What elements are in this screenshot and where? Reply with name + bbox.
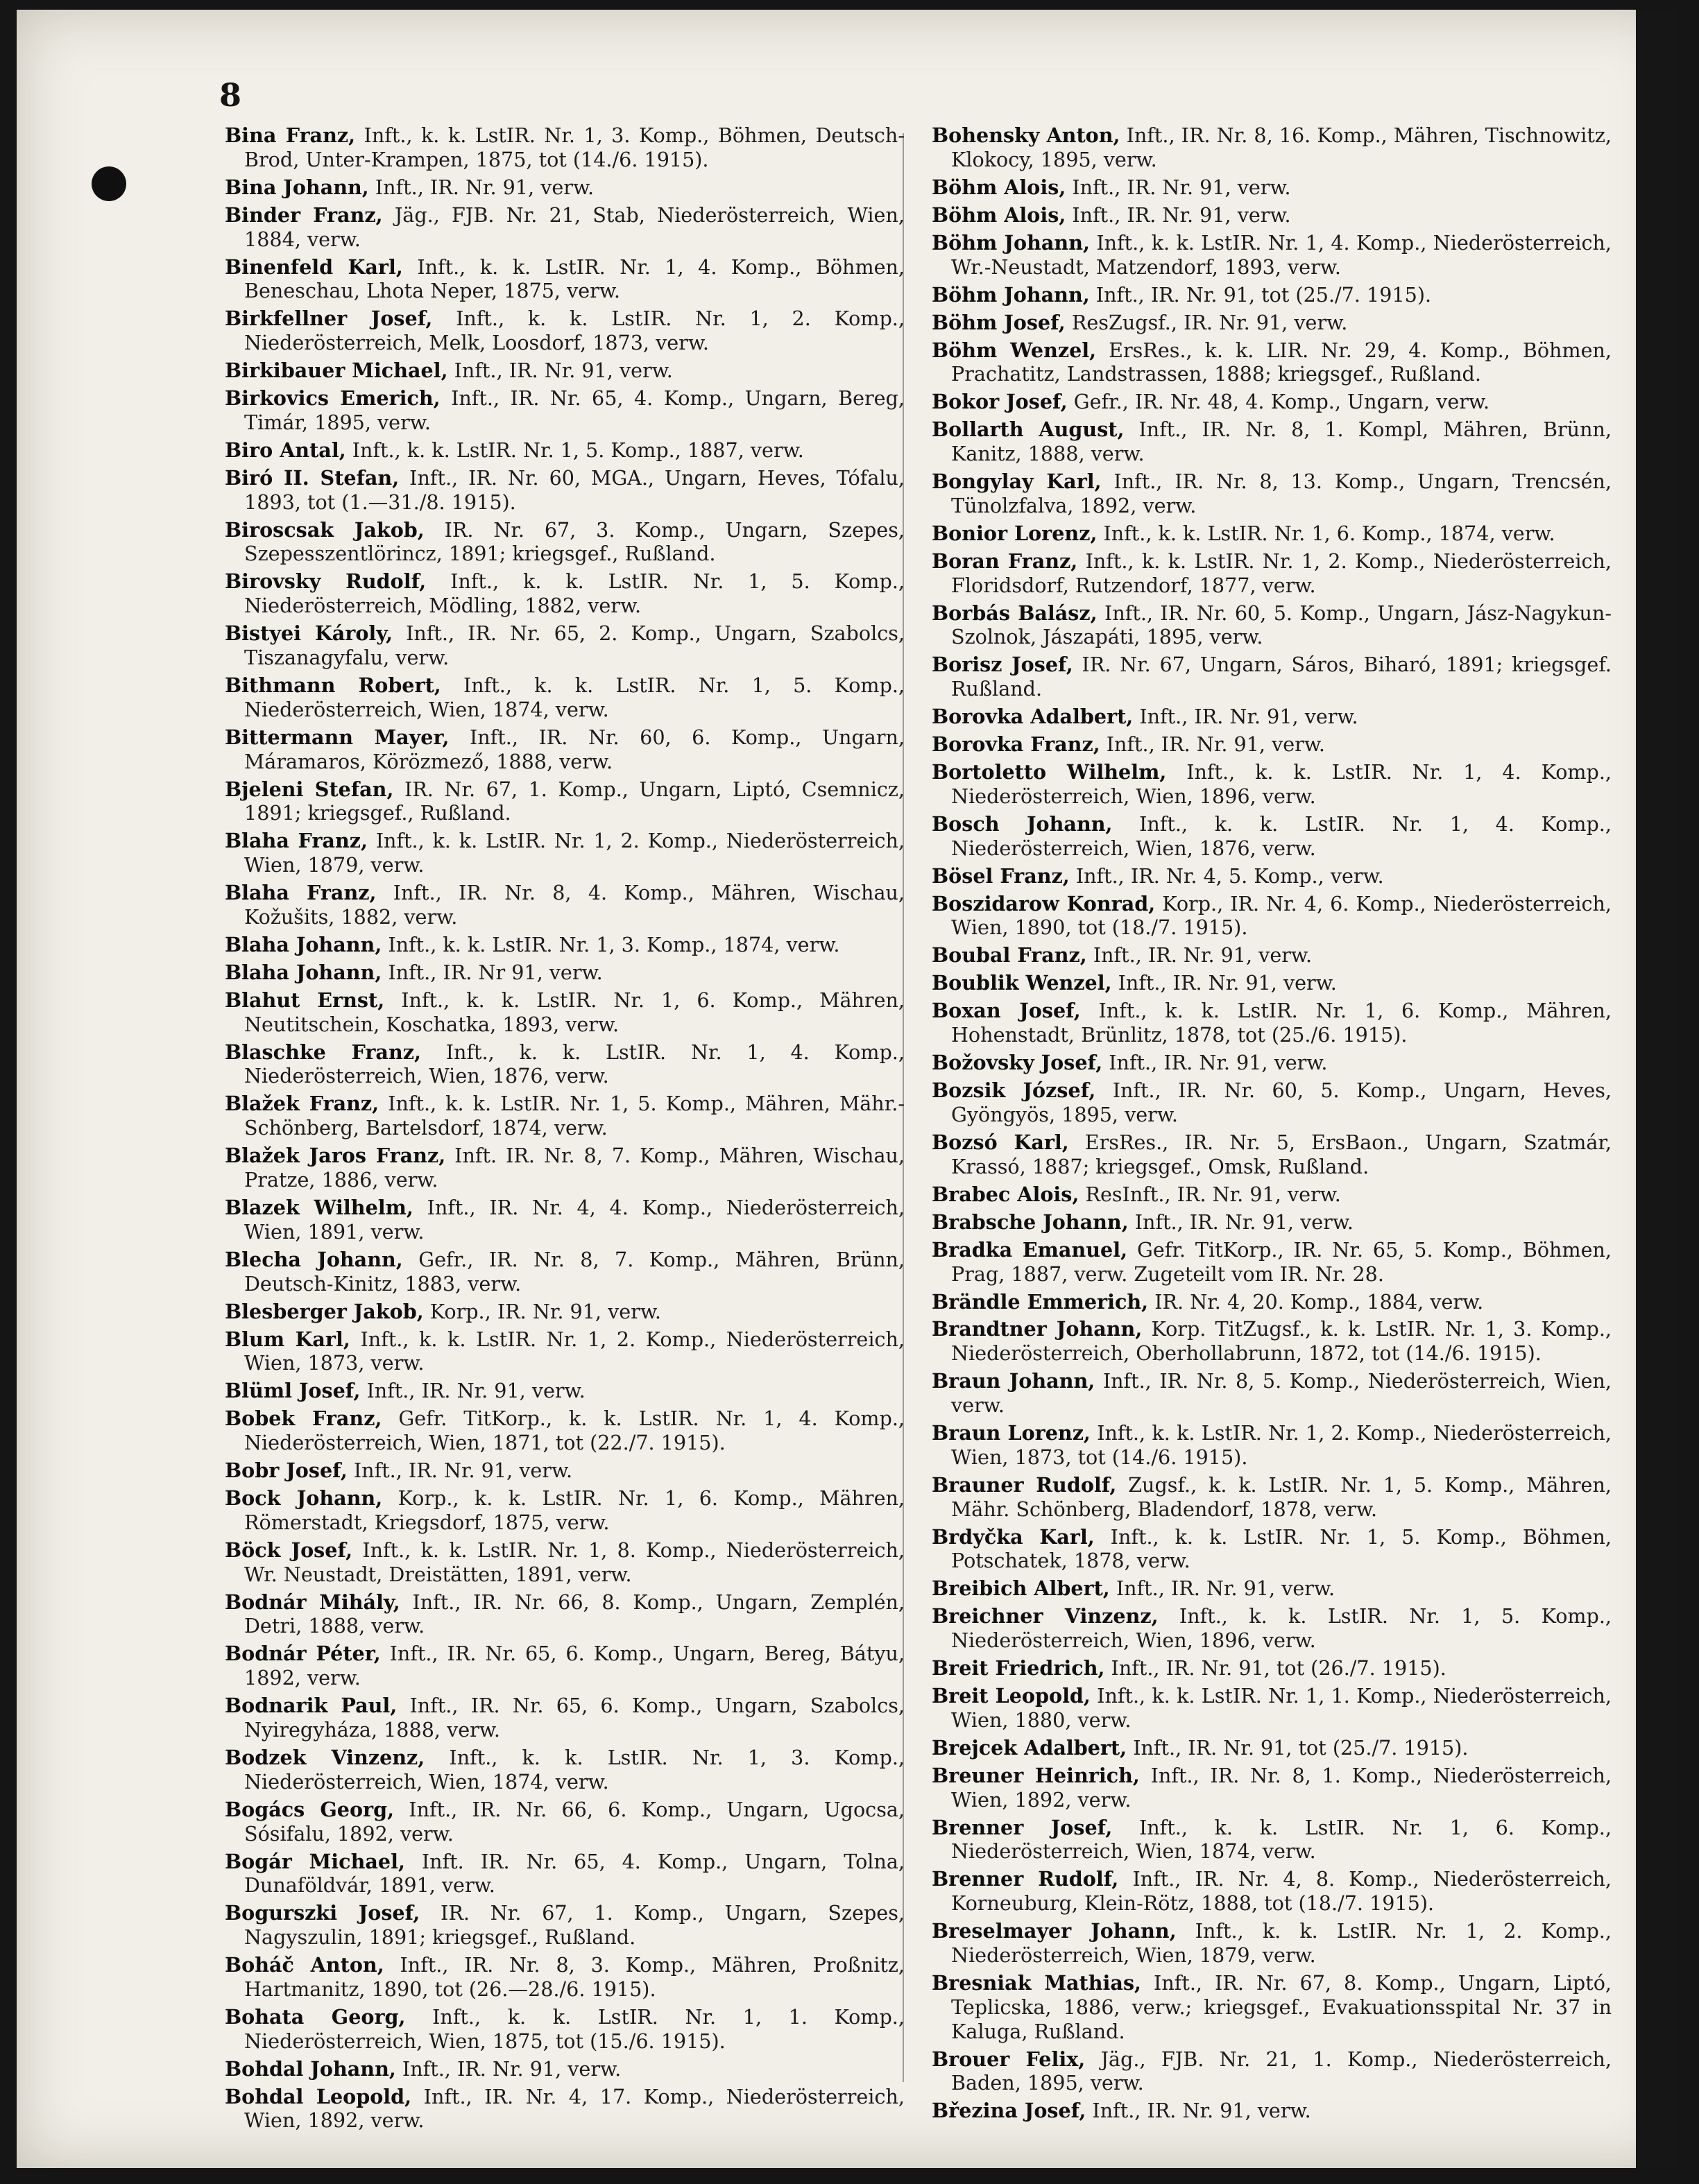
entry-name: Binder Franz, bbox=[225, 203, 383, 227]
entry-details: Inft., IR. Nr. 91, verw. bbox=[402, 2056, 622, 2081]
register-entry bbox=[932, 338, 1612, 387]
entry-name: Braun Lorenz, bbox=[932, 1421, 1091, 1445]
entry-name: Bina Franz, bbox=[225, 123, 356, 147]
entry-details: Gefr., IR. Nr. 8, 7. Komp., Mähren, Brünn, Deutsch-Kinitz, 1883, verw. bbox=[244, 1247, 905, 1296]
register-entry bbox=[225, 255, 905, 304]
entry-name: Bittermann Mayer, bbox=[225, 725, 450, 749]
entry-details: Inft., IR. Nr. 8, 5. Komp., Niederösterreich, Wien, verw. bbox=[951, 1369, 1612, 1418]
register-entry bbox=[225, 175, 905, 200]
entry-name: Blaha Johann, bbox=[225, 932, 382, 956]
register-entry bbox=[932, 943, 1612, 968]
register-entry bbox=[932, 311, 1612, 335]
entry-details: Inft., IR. Nr. 4, 4. Komp., Niederösterreich, Wien, 1891, verw. bbox=[244, 1195, 905, 1244]
entry-name: Bjeleni Stefan, bbox=[225, 777, 394, 801]
entry-name: Biroscsak Jakob, bbox=[225, 517, 425, 542]
entry-name: Borovka Adalbert, bbox=[932, 705, 1134, 729]
entry-details: Jäg., FJB. Nr. 21, Stab, Niederösterreich, Wien, 1884, verw. bbox=[244, 203, 905, 251]
register-entry bbox=[225, 466, 905, 515]
entry-details: Inft., IR. Nr. 4, 8. Komp., Niederösterreich, Korneuburg, Klein-Rötz, 1888, tot (18./7. 1915). bbox=[951, 1867, 1612, 1916]
entry-details: IR. Nr. 67, 3. Komp., Ungarn, Szepes, Szepesszentlörincz, 1891; kriegsgef., Rußland. bbox=[244, 517, 905, 566]
entry-details: Inft., k. k. LstIR. Nr. 1, 5. Komp., 1887, verw. bbox=[352, 438, 804, 462]
register-entry bbox=[225, 438, 905, 463]
register-entry bbox=[932, 1867, 1612, 1916]
entry-details: Inft., IR. Nr. 91, verw. bbox=[454, 359, 673, 383]
entry-name: Brdyčka Karl, bbox=[932, 1524, 1095, 1549]
entry-details: Inft., k. k. LstIR. Nr. 1, 4. Komp., Niederösterreich, Wr.-Neustadt, Matzendorf, 1893, verw. bbox=[951, 230, 1612, 279]
entry-details: Inft., k. k. LstIR. Nr. 1, 1. Komp., Niederösterreich, Wien, 1880, verw. bbox=[951, 1684, 1612, 1732]
entry-details: ErsRes., k. k. LIR. Nr. 29, 4. Komp., Böhmen, Prachatitz, Landstrassen, 1888; kriegsgef., Rußland. bbox=[951, 338, 1612, 386]
entry-details: IR. Nr. 67, Ungarn, Sáros, Biharó, 1891; kriegsgef. Rußland. bbox=[951, 653, 1612, 701]
register-entry bbox=[932, 1290, 1612, 1314]
register-entry bbox=[932, 1764, 1612, 1812]
register-entry bbox=[225, 1850, 905, 1898]
entry-details: Gefr., IR. Nr. 48, 4. Komp., Ungarn, verw. bbox=[1073, 390, 1490, 414]
entry-details: Inft., IR. Nr. 66, 6. Komp., Ungarn, Ugocsa, Sósifalu, 1892, verw. bbox=[244, 1797, 905, 1846]
document-page bbox=[17, 10, 1676, 2168]
entry-name: Bodnarik Paul, bbox=[225, 1694, 398, 1718]
register-entry bbox=[932, 601, 1612, 650]
entry-details: Inft., k. k. LstIR. Nr. 1, 2. Komp., Niederösterreich, Wien, 1873, verw. bbox=[244, 1327, 905, 1375]
register-entry bbox=[932, 864, 1612, 888]
entry-details: Inft., IR. Nr. 65, 2. Komp., Ungarn, Szabolcs, Tiszanagyfalu, verw. bbox=[244, 621, 905, 669]
entry-details: Inft., IR. Nr. 91, verw. bbox=[1072, 203, 1291, 227]
register-entry bbox=[932, 1183, 1612, 1207]
register-entry bbox=[932, 522, 1612, 546]
register-entry bbox=[225, 961, 905, 985]
entry-name: Brejcek Adalbert, bbox=[932, 1735, 1127, 1760]
entry-details: Inft., IR. Nr. 91, verw. bbox=[1106, 732, 1326, 757]
entry-name: Bradka Emanuel, bbox=[932, 1237, 1128, 1262]
register-entry bbox=[932, 971, 1612, 995]
entry-name: Böhm Alois, bbox=[932, 203, 1066, 227]
entry-name: Blaha Franz, bbox=[225, 881, 377, 905]
register-entry bbox=[225, 1196, 905, 1244]
register-entry bbox=[932, 2047, 1612, 2096]
entry-name: Blaha Franz, bbox=[225, 829, 368, 853]
register-entry bbox=[225, 881, 905, 929]
register-entry bbox=[225, 518, 905, 567]
entry-details: Inft., k. k. LstIR. Nr. 1, 2. Komp., Niederösterreich, Wien, 1879, verw. bbox=[244, 829, 905, 877]
entry-details: Inft., k. k. LstIR. Nr. 1, 6. Komp., Mähren, Neutitschein, Koschatka, 1893, verw. bbox=[244, 988, 905, 1036]
entry-name: Bonior Lorenz, bbox=[932, 521, 1098, 545]
entry-details: Inft., IR. Nr. 8, 13. Komp., Ungarn, Trencsén, Tünolzfalva, 1892, verw. bbox=[951, 470, 1612, 517]
entry-details: Inft., k. k. LstIR. Nr. 1, 3. Komp., Böhmen, Deutsch-Brod, Unter-Krampen, 1875, tot (14./6. 1915). bbox=[244, 123, 905, 171]
entry-name: Biro Antal, bbox=[225, 438, 346, 462]
register-entry bbox=[932, 2099, 1612, 2123]
entry-details: Inft., IR. Nr. 8, 1. Kompl, Mähren, Brünn, Kanitz, 1888, verw. bbox=[951, 418, 1612, 466]
register-entry bbox=[932, 1051, 1612, 1075]
register-entry bbox=[932, 390, 1612, 414]
entry-details: Inft., IR. Nr. 8, 16. Komp., Mähren, Tischnowitz, Klokocy, 1895, verw. bbox=[951, 123, 1612, 171]
register-entry bbox=[225, 1538, 905, 1587]
entry-details: Inft., IR. Nr. 4, 17. Komp., Niederösterreich, Wien, 1892, verw. bbox=[244, 2084, 905, 2133]
entry-name: Birkfellner Josef, bbox=[225, 307, 433, 331]
entry-details: IR. Nr. 67, 1. Komp., Ungarn, Liptó, Csemnicz, 1891; kriegsgef., Rußland. bbox=[244, 777, 905, 825]
entry-details: Inft., IR. Nr. 60, 5. Komp., Ungarn, Heves, Gyöngyös, 1895, verw. bbox=[951, 1078, 1612, 1126]
register-entry bbox=[225, 2057, 905, 2081]
entry-name: Brenner Rudolf, bbox=[932, 1867, 1119, 1891]
register-entry bbox=[225, 1953, 905, 2002]
register-entry bbox=[225, 829, 905, 877]
register-entry bbox=[225, 2085, 905, 2133]
entry-details: Inft., IR. Nr. 91, tot (26./7. 1915). bbox=[1111, 1656, 1446, 1680]
entry-name: Blüml Josef, bbox=[225, 1379, 361, 1403]
entry-name: Breibich Albert, bbox=[932, 1576, 1110, 1601]
register-entry bbox=[225, 673, 905, 722]
entry-details: Inft., k. k. LstIR. Nr. 1, 4. Komp., Niederösterreich, Wien, 1876, verw. bbox=[244, 1040, 905, 1088]
entry-details: Inft., IR. Nr. 91, verw. bbox=[1118, 971, 1337, 995]
entry-details: Inft., IR. Nr. 91, verw. bbox=[366, 1379, 586, 1403]
entry-details: Korp., IR. Nr. 91, verw. bbox=[429, 1299, 662, 1323]
right-column bbox=[932, 123, 1612, 2126]
entry-name: Bortoletto Wilhelm, bbox=[932, 760, 1167, 784]
entry-details: ErsRes., IR. Nr. 5, ErsBaon., Ungarn, Szatmár, Krassó, 1887; kriegsgef., Omsk, Rußland. bbox=[951, 1130, 1612, 1178]
register-entry bbox=[932, 1473, 1612, 1522]
entry-name: Bozsik József, bbox=[932, 1078, 1096, 1103]
entry-name: Bogács Georg, bbox=[225, 1797, 395, 1821]
entry-details: Inft., k. k. LstIR. Nr. 1, 2. Komp., Niederösterreich, Melk, Loosdorf, 1873, verw. bbox=[244, 307, 905, 355]
entry-name: Bohdal Johann, bbox=[225, 2056, 396, 2081]
entry-name: Bollarth August, bbox=[932, 418, 1125, 442]
entry-name: Bithmann Robert, bbox=[225, 673, 441, 697]
register-entry bbox=[932, 1816, 1612, 1864]
entry-details: ResZugsf., IR. Nr. 91, verw. bbox=[1071, 310, 1348, 334]
entry-details: Inft., k. k. LstIR. Nr. 1, 6. Komp., Niederösterreich, Wien, 1874, verw. bbox=[951, 1815, 1612, 1864]
entry-details: Inft., IR. Nr. 91, verw. bbox=[1072, 175, 1291, 199]
entry-details: Inft., k. k. LstIR. Nr. 1, 6. Komp., 1874, verw. bbox=[1103, 521, 1555, 545]
entry-name: Brabec Alois, bbox=[932, 1182, 1079, 1206]
entry-details: Korp., k. k. LstIR. Nr. 1, 6. Komp., Mähren, Römerstadt, Kriegsdorf, 1875, verw. bbox=[244, 1486, 905, 1534]
entry-details: Inft. IR. Nr. 8, 7. Komp., Mähren, Wischau, Pratze, 1886, verw. bbox=[244, 1144, 905, 1192]
entry-details: Zugsf., k. k. LstIR. Nr. 1, 5. Komp., Mähren, Mähr. Schönberg, Bladendorf, 1878, verw. bbox=[951, 1472, 1612, 1521]
entry-name: Böhm Johann, bbox=[932, 282, 1090, 307]
page-number: 8 bbox=[219, 76, 242, 114]
scan-edge bbox=[1636, 10, 1676, 2168]
entry-name: Birkovics Emerich, bbox=[225, 386, 441, 411]
entry-name: Božovsky Josef, bbox=[932, 1051, 1103, 1075]
register-entry bbox=[932, 760, 1612, 809]
entry-name: Bozsó Karl, bbox=[932, 1130, 1069, 1154]
register-entry bbox=[225, 569, 905, 618]
register-entry bbox=[225, 2005, 905, 2054]
entry-name: Borisz Josef, bbox=[932, 653, 1073, 677]
entry-name: Breichner Vinzenz, bbox=[932, 1604, 1159, 1628]
entry-name: Böhm Alois, bbox=[932, 175, 1066, 199]
entry-details: Inft., IR. Nr. 91, tot (25./7. 1915). bbox=[1095, 282, 1432, 307]
register-entry bbox=[225, 307, 905, 355]
register-entry bbox=[225, 988, 905, 1037]
entry-details: Inft., IR. Nr 91, verw. bbox=[388, 960, 603, 984]
entry-details: Inft., IR. Nr. 91, verw. bbox=[1092, 2099, 1311, 2123]
entry-name: Bosch Johann, bbox=[932, 811, 1113, 836]
register-entry bbox=[932, 549, 1612, 598]
entry-details: Inft., k. k. LstIR. Nr. 1, 1. Komp., Niederösterreich, Wien, 1875, tot (15./6. 1915). bbox=[244, 2004, 905, 2053]
entry-name: Blaha Johann, bbox=[225, 960, 382, 984]
entry-name: Blecha Johann, bbox=[225, 1247, 403, 1271]
register-entry bbox=[932, 1684, 1612, 1732]
entry-name: Breit Leopold, bbox=[932, 1684, 1091, 1708]
entry-name: Bobek Franz, bbox=[225, 1407, 382, 1431]
register-entry bbox=[932, 418, 1612, 466]
register-entry bbox=[932, 1130, 1612, 1179]
entry-name: Brabsche Johann, bbox=[932, 1210, 1129, 1234]
entry-details: Inft., IR. Nr. 60, 5. Komp., Ungarn, Jász-Nagykun-Szolnok, Jászapáti, 1895, verw. bbox=[951, 601, 1612, 649]
register-entry bbox=[225, 1092, 905, 1140]
register-entry bbox=[225, 933, 905, 957]
entry-details: Inft., IR. Nr. 65, 6. Komp., Ungarn, Szabolcs, Nyiregyháza, 1888, verw. bbox=[244, 1694, 905, 1742]
entry-name: Birkibauer Michael, bbox=[225, 359, 448, 383]
entry-details: IR. Nr. 4, 20. Komp., 1884, verw. bbox=[1154, 1289, 1484, 1314]
register-entry bbox=[225, 1642, 905, 1690]
register-entry bbox=[932, 1604, 1612, 1653]
entry-name: Bodnár Mihály, bbox=[225, 1590, 400, 1614]
entry-details: Inft., IR. Nr. 91, verw. bbox=[1116, 1576, 1335, 1601]
entry-details: Inft., IR. Nr. 91, verw. bbox=[1109, 1051, 1328, 1075]
register-entry bbox=[225, 123, 905, 172]
entry-details: Inft., k. k. LstIR. Nr. 1, 6. Komp., Mähren, Hohenstadt, Brünlitz, 1878, tot (25./6. 1915). bbox=[951, 999, 1612, 1047]
register-entry bbox=[225, 1459, 905, 1483]
register-entry bbox=[932, 1317, 1612, 1366]
entry-name: Bogár Michael, bbox=[225, 1849, 405, 1873]
entry-name: Brändle Emmerich, bbox=[932, 1289, 1149, 1314]
entry-details: IR. Nr. 67, 1. Komp., Ungarn, Szepes, Nagyszulin, 1891; kriegsgef., Rußland. bbox=[244, 1901, 905, 1950]
entry-details: Inft., IR. Nr. 65, 6. Komp., Ungarn, Bereg, Bátyu, 1892, verw. bbox=[244, 1642, 905, 1690]
register-entry bbox=[932, 812, 1612, 861]
register-entry bbox=[225, 1144, 905, 1192]
entry-name: Březina Josef, bbox=[932, 2099, 1086, 2123]
entry-name: Brenner Josef, bbox=[932, 1815, 1113, 1839]
entry-name: Boháč Anton, bbox=[225, 1953, 384, 1977]
register-entry bbox=[932, 231, 1612, 280]
entry-details: Inft., k. k. LstIR. Nr. 1, 8. Komp., Niederösterreich, Wr. Neustadt, Dreistätten, 1891, verw. bbox=[244, 1538, 905, 1586]
register-entry bbox=[932, 732, 1612, 757]
entry-details: Inft. IR. Nr. 65, 4. Komp., Ungarn, Tolna, Dunaföldvár, 1891, verw. bbox=[244, 1849, 905, 1898]
entry-name: Brauner Rudolf, bbox=[932, 1472, 1117, 1497]
register-entry bbox=[932, 283, 1612, 307]
register-entry bbox=[225, 203, 905, 252]
entry-details: Inft., IR. Nr. 91, verw. bbox=[1139, 705, 1358, 729]
entry-details: Korp., IR. Nr. 4, 6. Komp., Niederösterreich, Wien, 1890, tot (18./7. 1915). bbox=[951, 891, 1612, 940]
entry-name: Blahut Ernst, bbox=[225, 988, 385, 1012]
entry-details: Inft., k. k. LstIR. Nr. 1, 5. Komp., Böhmen, Potschatek, 1878, verw. bbox=[951, 1524, 1612, 1573]
register-entry bbox=[932, 1736, 1612, 1760]
entry-details: Inft., IR. Nr. 8, 4. Komp., Mähren, Wischau, Kožušits, 1882, verw. bbox=[244, 881, 905, 929]
entry-details: Korp. TitZugsf., k. k. LstIR. Nr. 1, 3. Komp., Niederösterreich, Oberhollabrunn, 1872, tot (14./6. 1915). bbox=[951, 1317, 1612, 1366]
entry-details: Inft., IR. Nr. 65, 4. Komp., Ungarn, Bereg, Timár, 1895, verw. bbox=[244, 386, 905, 434]
entry-name: Böhm Johann, bbox=[932, 230, 1090, 255]
entry-name: Bobr Josef, bbox=[225, 1459, 348, 1483]
entry-details: Gefr. TitKorp., IR. Nr. 65, 5. Komp., Böhmen, Prag, 1887, verw. Zugeteilt vom IR. Nr. 28. bbox=[951, 1237, 1612, 1286]
entry-name: Bistyei Károly, bbox=[225, 621, 393, 646]
entry-name: Borovka Franz, bbox=[932, 732, 1100, 757]
entry-details: ResInft., IR. Nr. 91, verw. bbox=[1085, 1182, 1341, 1206]
register-entry bbox=[932, 1971, 1612, 2043]
entry-details: Inft., k. k. LstIR. Nr. 1, 3. Komp., 1874, verw. bbox=[388, 932, 840, 956]
entry-name: Bresniak Mathias, bbox=[932, 1971, 1142, 1995]
entry-name: Bodzek Vinzenz, bbox=[225, 1745, 425, 1769]
register-entry bbox=[932, 892, 1612, 940]
entry-details: Inft., k. k. LstIR. Nr. 1, 5. Komp., Mähren, Mähr.-Schönberg, Bartelsdorf, 1874, verw. bbox=[244, 1092, 905, 1140]
entry-details: Inft., k. k. LstIR. Nr. 1, 4. Komp., Böhmen, Beneschau, Lhota Neper, 1875, verw. bbox=[244, 255, 905, 303]
entry-details: Inft., IR. Nr. 4, 5. Komp., verw. bbox=[1075, 863, 1384, 888]
binding-hole bbox=[92, 166, 126, 201]
entry-name: Bongylay Karl, bbox=[932, 470, 1102, 494]
register-entry bbox=[225, 1248, 905, 1296]
entry-name: Bock Johann, bbox=[225, 1486, 383, 1511]
entry-details: Jäg., FJB. Nr. 21, 1. Komp., Niederösterreich, Baden, 1895, verw. bbox=[951, 2047, 1612, 2095]
register-entry bbox=[225, 621, 905, 670]
register-entry bbox=[225, 1407, 905, 1455]
entry-name: Blum Karl, bbox=[225, 1327, 350, 1351]
register-entry bbox=[932, 999, 1612, 1047]
entry-name: Boszidarow Konrad, bbox=[932, 891, 1156, 915]
entry-name: Breit Friedrich, bbox=[932, 1656, 1105, 1680]
register-entry bbox=[932, 705, 1612, 729]
entry-name: Brouer Felix, bbox=[932, 2047, 1086, 2071]
register-entry bbox=[225, 1300, 905, 1324]
register-entry bbox=[225, 386, 905, 435]
entry-name: Blažek Jaros Franz, bbox=[225, 1144, 446, 1168]
register-entry bbox=[932, 1238, 1612, 1287]
entry-name: Breselmayer Johann, bbox=[932, 1919, 1177, 1943]
entry-name: Blazek Wilhelm, bbox=[225, 1195, 413, 1219]
entry-details: Inft., k. k. LstIR. Nr. 1, 4. Komp., Niederösterreich, Wien, 1876, verw. bbox=[951, 811, 1612, 860]
left-column bbox=[225, 123, 905, 2136]
entry-details: Inft., IR. Nr. 91, verw. bbox=[353, 1459, 573, 1483]
entry-details: Inft., k. k. LstIR. Nr. 1, 3. Komp., Niederösterreich, Wien, 1874, verw. bbox=[244, 1745, 905, 1794]
entry-details: Inft., k. k. LstIR. Nr. 1, 2. Komp., Niederösterreich, Wien, 1873, tot (14./6. 1915). bbox=[951, 1421, 1612, 1469]
entry-name: Bina Johann, bbox=[225, 175, 369, 199]
register-entry bbox=[225, 725, 905, 774]
entry-details: Inft., IR. Nr. 91, tot (25./7. 1915). bbox=[1133, 1735, 1469, 1760]
register-entry bbox=[932, 1369, 1612, 1418]
register-entry bbox=[225, 1486, 905, 1535]
entry-name: Bösel Franz, bbox=[932, 863, 1070, 888]
register-entry bbox=[225, 1379, 905, 1403]
register-entry bbox=[225, 1327, 905, 1376]
entry-details: Inft., k. k. LstIR. Nr. 1, 5. Komp., Niederösterreich, Wien, 1874, verw. bbox=[244, 673, 905, 721]
entry-details: Inft., k. k. LstIR. Nr. 1, 4. Komp., Niederösterreich, Wien, 1896, verw. bbox=[951, 760, 1612, 808]
register-entry bbox=[932, 1210, 1612, 1235]
register-entry bbox=[932, 1421, 1612, 1470]
entry-name: Blesberger Jakob, bbox=[225, 1299, 424, 1323]
entry-details: Inft., k. k. LstIR. Nr. 1, 2. Komp., Niederösterreich, Floridsdorf, Rutzendorf, 1877, verw. bbox=[951, 549, 1612, 597]
entry-details: Inft., IR. Nr. 60, MGA., Ungarn, Heves, Tófalu, 1893, tot (1.—31./8. 1915). bbox=[244, 465, 905, 514]
register-entry bbox=[932, 1656, 1612, 1680]
entry-name: Blažek Franz, bbox=[225, 1092, 379, 1116]
entry-name: Boran Franz, bbox=[932, 549, 1078, 573]
register-entry bbox=[225, 1694, 905, 1742]
register-entry bbox=[225, 1746, 905, 1794]
register-entry bbox=[932, 1576, 1612, 1601]
entry-name: Biró II. Stefan, bbox=[225, 465, 400, 490]
entry-name: Binenfeld Karl, bbox=[225, 255, 403, 279]
register-entry bbox=[932, 1919, 1612, 1968]
register-entry bbox=[225, 1590, 905, 1639]
entry-name: Böhm Josef, bbox=[932, 310, 1066, 334]
entry-name: Bohensky Anton, bbox=[932, 123, 1120, 147]
entry-name: Böhm Wenzel, bbox=[932, 338, 1097, 362]
register-entry bbox=[932, 175, 1612, 200]
entry-details: Inft., k. k. LstIR. Nr. 1, 5. Komp., Niederösterreich, Mödling, 1882, verw. bbox=[244, 569, 905, 618]
entry-name: Braun Johann, bbox=[932, 1369, 1095, 1393]
entry-name: Böck Josef, bbox=[225, 1538, 353, 1562]
entry-details: Inft., k. k. LstIR. Nr. 1, 5. Komp., Niederösterreich, Wien, 1896, verw. bbox=[951, 1604, 1612, 1653]
register-entry bbox=[932, 470, 1612, 518]
entry-name: Bogurszki Josef, bbox=[225, 1901, 420, 1925]
entry-details: Inft., IR. Nr. 67, 8. Komp., Ungarn, Liptó, Teplicska, 1886, verw.; kriegsgef., Evakuationsspital Nr. 37 in Kaluga, Rußland. bbox=[951, 1971, 1612, 2043]
entry-name: Borbás Balász, bbox=[932, 601, 1098, 625]
entry-name: Bohdal Leopold, bbox=[225, 2084, 412, 2108]
entry-details: Gefr. TitKorp., k. k. LstIR. Nr. 1, 4. Komp., Niederösterreich, Wien, 1871, tot (22./7. 1915). bbox=[244, 1407, 905, 1455]
register-entry bbox=[932, 1078, 1612, 1127]
entry-name: Birovsky Rudolf, bbox=[225, 569, 427, 594]
entry-details: Inft., IR. Nr. 91, verw. bbox=[375, 175, 595, 199]
entry-details: Inft., IR. Nr. 8, 3. Komp., Mähren, Proßnitz, Hartmanitz, 1890, tot (26.—28./6. 1915). bbox=[244, 1953, 905, 2001]
entry-name: Bohata Georg, bbox=[225, 2004, 406, 2029]
register-entry bbox=[932, 653, 1612, 701]
entry-details: Inft., IR. Nr. 91, verw. bbox=[1093, 943, 1313, 968]
register-entry bbox=[225, 1040, 905, 1089]
entry-details: Inft., IR. Nr. 8, 1. Komp., Niederösterreich, Wien, 1892, verw. bbox=[951, 1763, 1612, 1812]
entry-name: Brandtner Johann, bbox=[932, 1317, 1143, 1341]
register-entry bbox=[225, 1901, 905, 1950]
entry-details: Inft., IR. Nr. 66, 8. Komp., Ungarn, Zemplén, Detri, 1888, verw. bbox=[244, 1590, 905, 1638]
entry-name: Breuner Heinrich, bbox=[932, 1763, 1140, 1787]
entry-details: Inft., IR. Nr. 60, 6. Komp., Ungarn, Máramaros, Körözmező, 1888, verw. bbox=[244, 725, 905, 773]
entry-name: Bodnár Péter, bbox=[225, 1642, 381, 1666]
entry-name: Boublik Wenzel, bbox=[932, 971, 1112, 995]
register-entry bbox=[932, 203, 1612, 227]
register-entry bbox=[932, 1525, 1612, 1574]
entry-details: Inft., k. k. LstIR. Nr. 1, 2. Komp., Niederösterreich, Wien, 1879, verw. bbox=[951, 1919, 1612, 1968]
entry-details: Inft., IR. Nr. 91, verw. bbox=[1134, 1210, 1354, 1234]
entry-name: Bokor Josef, bbox=[932, 390, 1068, 414]
entry-name: Blaschke Franz, bbox=[225, 1040, 421, 1064]
entry-name: Boxan Josef, bbox=[932, 999, 1081, 1023]
register-entry bbox=[932, 123, 1612, 172]
entry-name: Boubal Franz, bbox=[932, 943, 1087, 968]
register-entry bbox=[225, 777, 905, 826]
register-entry bbox=[225, 1798, 905, 1846]
register-entry bbox=[225, 359, 905, 383]
